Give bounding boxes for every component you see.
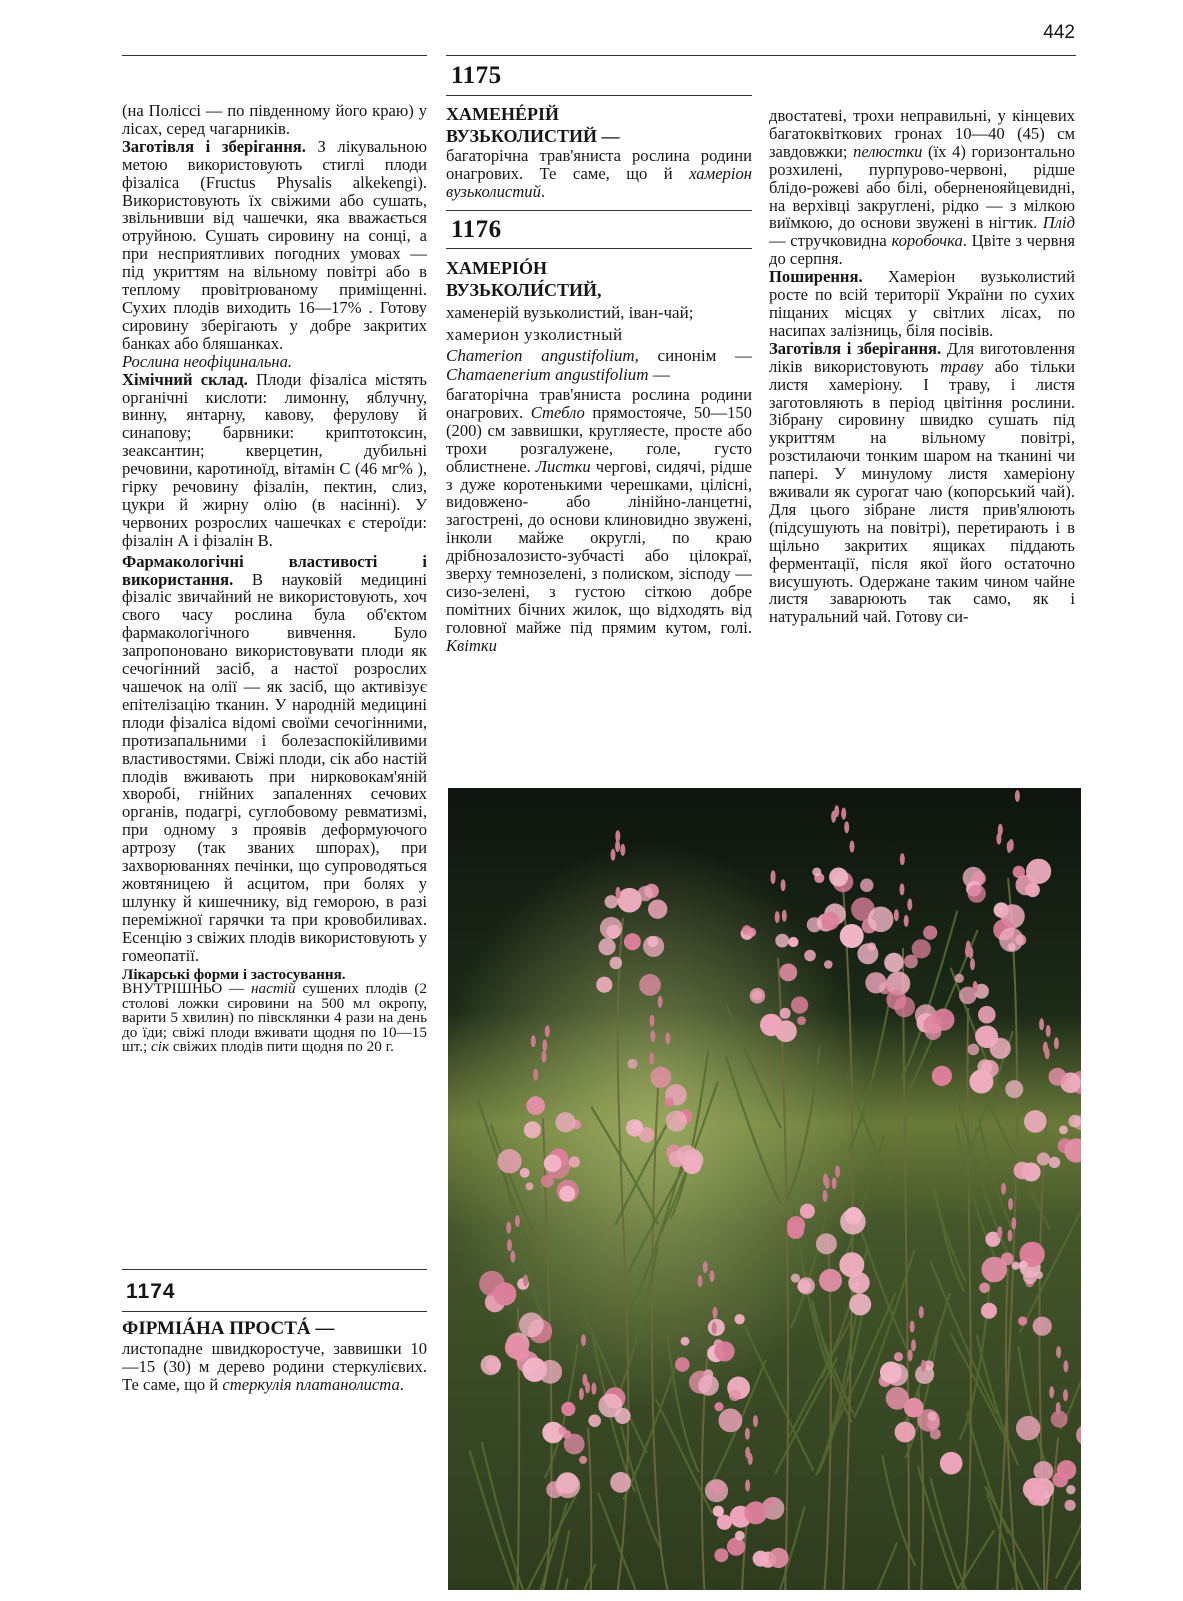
pharmacology-heading: Фармакологічні властивості і використання. [122, 551, 427, 589]
desc-part: (їх 4) горизонтально розхилені, пурпурово-червоні, рідше блідо-рожеві або білі, оберненояйцевидні, на верхівці закруглені, рідко — з мілкою виїмкою, до основи звужені в нігтик. [769, 141, 1075, 233]
entry-1174-title: ФІРМІÁНА ПРОСТÁ — [122, 1318, 335, 1339]
latin-name: Chamerion angustifolium, [446, 346, 639, 365]
entry-1176-ru-name: хамерион узколистный [446, 325, 623, 344]
entry-1174-end: . [399, 1374, 404, 1394]
entry-1176-col2 [446, 257, 752, 655]
page-number: 442 [1043, 22, 1075, 43]
entry-1176-description-cont [769, 107, 1075, 268]
entry-1174-text [122, 1340, 427, 1394]
entry-1176-number: 1176 [451, 216, 502, 243]
synonym-word: синонім — [638, 346, 752, 365]
chemistry-heading: Хімічний склад. [122, 369, 248, 389]
entry-1176-col3 [769, 107, 1075, 626]
flower-term: Квітки [446, 635, 497, 655]
forms-heading: Лікарські форми і застосування. [122, 965, 346, 983]
entry-1174-desc: листопадне швидкоростуче, заввишки 10—15 (30) м дерево родини стеркулієвих. Те саме, що й [122, 1339, 427, 1394]
preparation-text-cont: або тільки листя хамеріону. І траву, і листя заготовляють в період цвітіння рослини. Зібрану сировину швидко сушать під укриттям на вільному повітрі, розстилаючи тонким шаром на тканині чи папері. У минулому листя хамеріону вживали як сурогат чаю (копорський чай). Для цього зібране листя прив'ялюють (підсушують на повітрі), перетирають і в щільно закритих ящиках піддають ферментації, після якої його остаточно висушують. Одержане таким чином чайне листя заварюють так само, як і натуральний чай. Готову си- [769, 356, 1075, 627]
entry-1175-end: . [540, 181, 546, 201]
forms-infusion: настій [250, 980, 296, 998]
preparation-heading: Заготівля і зберігання. [769, 338, 942, 358]
forms-text-end: свіжих плодів пити щодня по 20 г. [169, 1038, 394, 1056]
entry-1175 [446, 103, 752, 201]
stem-term: Стебло [530, 402, 585, 422]
entry-1176-ua-synonym: хаменерій вузьколистий, іван-чай; [446, 303, 694, 322]
desc-part: . Цвіте з червня до серпня. [769, 231, 1075, 269]
forms-text: сушених плодів (2 столові ложки сировини на 500 мл окропу, варити 5 хвилин) по півсклянки 4 рази на день до їди; свіжі плоди вживати щодня по 10—15 шт.; [122, 980, 427, 1056]
entry-1175-title-line1: ХАМЕНÉРІЙ [446, 104, 560, 124]
paragraph-preparation [769, 340, 1075, 627]
leaf-term: Листки [535, 456, 591, 476]
forms-internal-label: ВНУТРІШНЬО — [122, 980, 251, 998]
distribution-heading: Поширення. [769, 267, 863, 287]
capsule-term: коробочка [891, 231, 963, 251]
entry-1175-text [446, 147, 752, 201]
chemistry-text: Плоди фізаліса містять органічні кислоти: лимонну, яблучну, винну, янтарну, кавову, ферулову й синапову; барвники: криптотоксин, зеаксантин; кверцетин, дубильні речовини, каротиноїд, вітамін С (46 мг% ), гірку речовину фізалін, пектин, слиз, цукри й жирну олію (в насінні). У червоних розрослих чашечках є стероїди: фізалін А і фізалін В. [122, 369, 427, 550]
desc-part: багаторічна трав'яниста рослина родини онагрових. [446, 385, 752, 422]
desc-part: чергові, сидячі, рідше з дуже коротенькими черешками, цілісні, видовжено- або лінійно-ланцетні, загострені, до основи клиновидно звужені, інколи майже округлі, по краю дрібнозалозисто-зубчасті або цілокраї, зверху темнозелені, з полиском, зісподу — сизо-зелені, з густою сіткою добре помітних бічних жилок, що відходять від головної майже під прямим кутом, голі. [446, 456, 752, 637]
header-rule-left [122, 55, 427, 56]
preparation-text: Для виготовлення ліків використовують [769, 338, 1075, 376]
entry-1175-title-line2: ВУЗЬКОЛИСТИЙ — [446, 126, 620, 146]
fireweed-photo [448, 788, 1081, 1590]
entry-1175-desc: багаторічна трав'яниста рослина родини онагрових. Те саме, що й [446, 146, 752, 183]
herb-term: траву [940, 356, 984, 376]
entry-1175-number: 1175 [451, 62, 502, 89]
header-rule-right [446, 55, 1076, 56]
harvest-text: З лікувальною метою використовують стиглі плоди фізаліса (Fructus Physalis alkekengi). Використовують їх свіжими або сушать, звільнивши від чашечки, яка вважається отруйною. Сушать сировину на сонці, а при несприятливих погодних умовах — під укриттям на вільному повітрі або в теплому провітрюваному приміщенні. Сухих плодів виходить 16—17% . Готову сировину зберігають у добре закритих банках або бляшанках. [122, 136, 427, 353]
petal-term: пелюстки [853, 141, 923, 161]
latin-dash: — [648, 365, 670, 384]
desc-part: прямостояче, 50—150 (200) см заввишки, кругляесте, просте або трохи розгалужене, голе, густо облистнене. [446, 402, 752, 476]
paragraph-pharmacology [122, 553, 427, 965]
forms-juice: сік [151, 1038, 170, 1056]
harvest-heading: Заготівля і зберігання. [122, 136, 306, 156]
desc-part: — стручковидна [769, 231, 892, 251]
entry-1176-title-line2: ВУЗЬКОЛИ́СТИЙ, [446, 280, 602, 300]
paragraph-distribution [769, 268, 1075, 340]
entry-1175-synonym: хамеріон вузьколистий [446, 163, 752, 201]
fruit-term: Плід [1042, 213, 1075, 233]
non-official-note: Рослина неофіцинальна. [122, 351, 293, 371]
entry-1174-number: 1174 [126, 1280, 176, 1303]
paragraph-forms [122, 965, 427, 1056]
entry-1176-rule-top [446, 210, 752, 211]
entry-1175-rule [446, 95, 752, 96]
paragraph-harvest [122, 138, 427, 353]
entry-1176-rule [446, 248, 752, 249]
entry-1176-latin [446, 346, 752, 384]
desc-part: двостатеві, трохи неправильні, у кінцевих багатоквіткових гронах 10—40 (45) см завдовжки; [769, 106, 1075, 161]
paragraph-chemistry [122, 371, 427, 550]
entry-1174 [122, 1318, 427, 1394]
latin-synonym: Chamaenerium angustifolium [446, 365, 649, 384]
paragraph-habitat: (на Поліссі — по південному його краю) у лісах, серед чагарників. [122, 101, 427, 138]
entry-1174-rule [122, 1269, 427, 1270]
distribution-text: Хамеріон вузьколистий росте по всій території України по сухих піщаних місцях у світлих лісах, по насипах залізниць, біля посівів. [769, 267, 1075, 340]
entry-1174-rule-bottom [122, 1311, 427, 1312]
pharmacology-text: В науковій медицині фізаліс звичайний не використовують, хоч свого часу рослина була об'єктом фармакологічного вивчення. Було запропоновано використовувати плоди як сечогінний засіб, а настої розрослих чашечок на олії — як засіб, що активізує епітелізацію тканин. У народній медицині плоди фізаліса відомі своїми сечогінними, протизапальними і болезаспокійливими властивостями. Свіжі плоди, сік або настій плодів вживають при нирковокам'яній хворобі, гнійних запаленнях сечових органів, подагрі, суглобовому ревматизмі, при одному з проявів деформуючого артрозу (так званих шпорах), при захворюваннях печінки, що супроводяться жовтяницею й асцитом, при болях у шлунку й кишечнику, від геморою, в разі переміжної гарячки та при кровобиливах. Есенцію з свіжих плодів використовують у гомеопатії. [122, 569, 427, 965]
entry-1176-description [446, 386, 752, 655]
entry-1176-title-line1: ХАМЕРІÓН [446, 258, 547, 278]
column-left [122, 102, 427, 1055]
entry-1174-synonym: стеркулія платанолиста [222, 1374, 400, 1394]
